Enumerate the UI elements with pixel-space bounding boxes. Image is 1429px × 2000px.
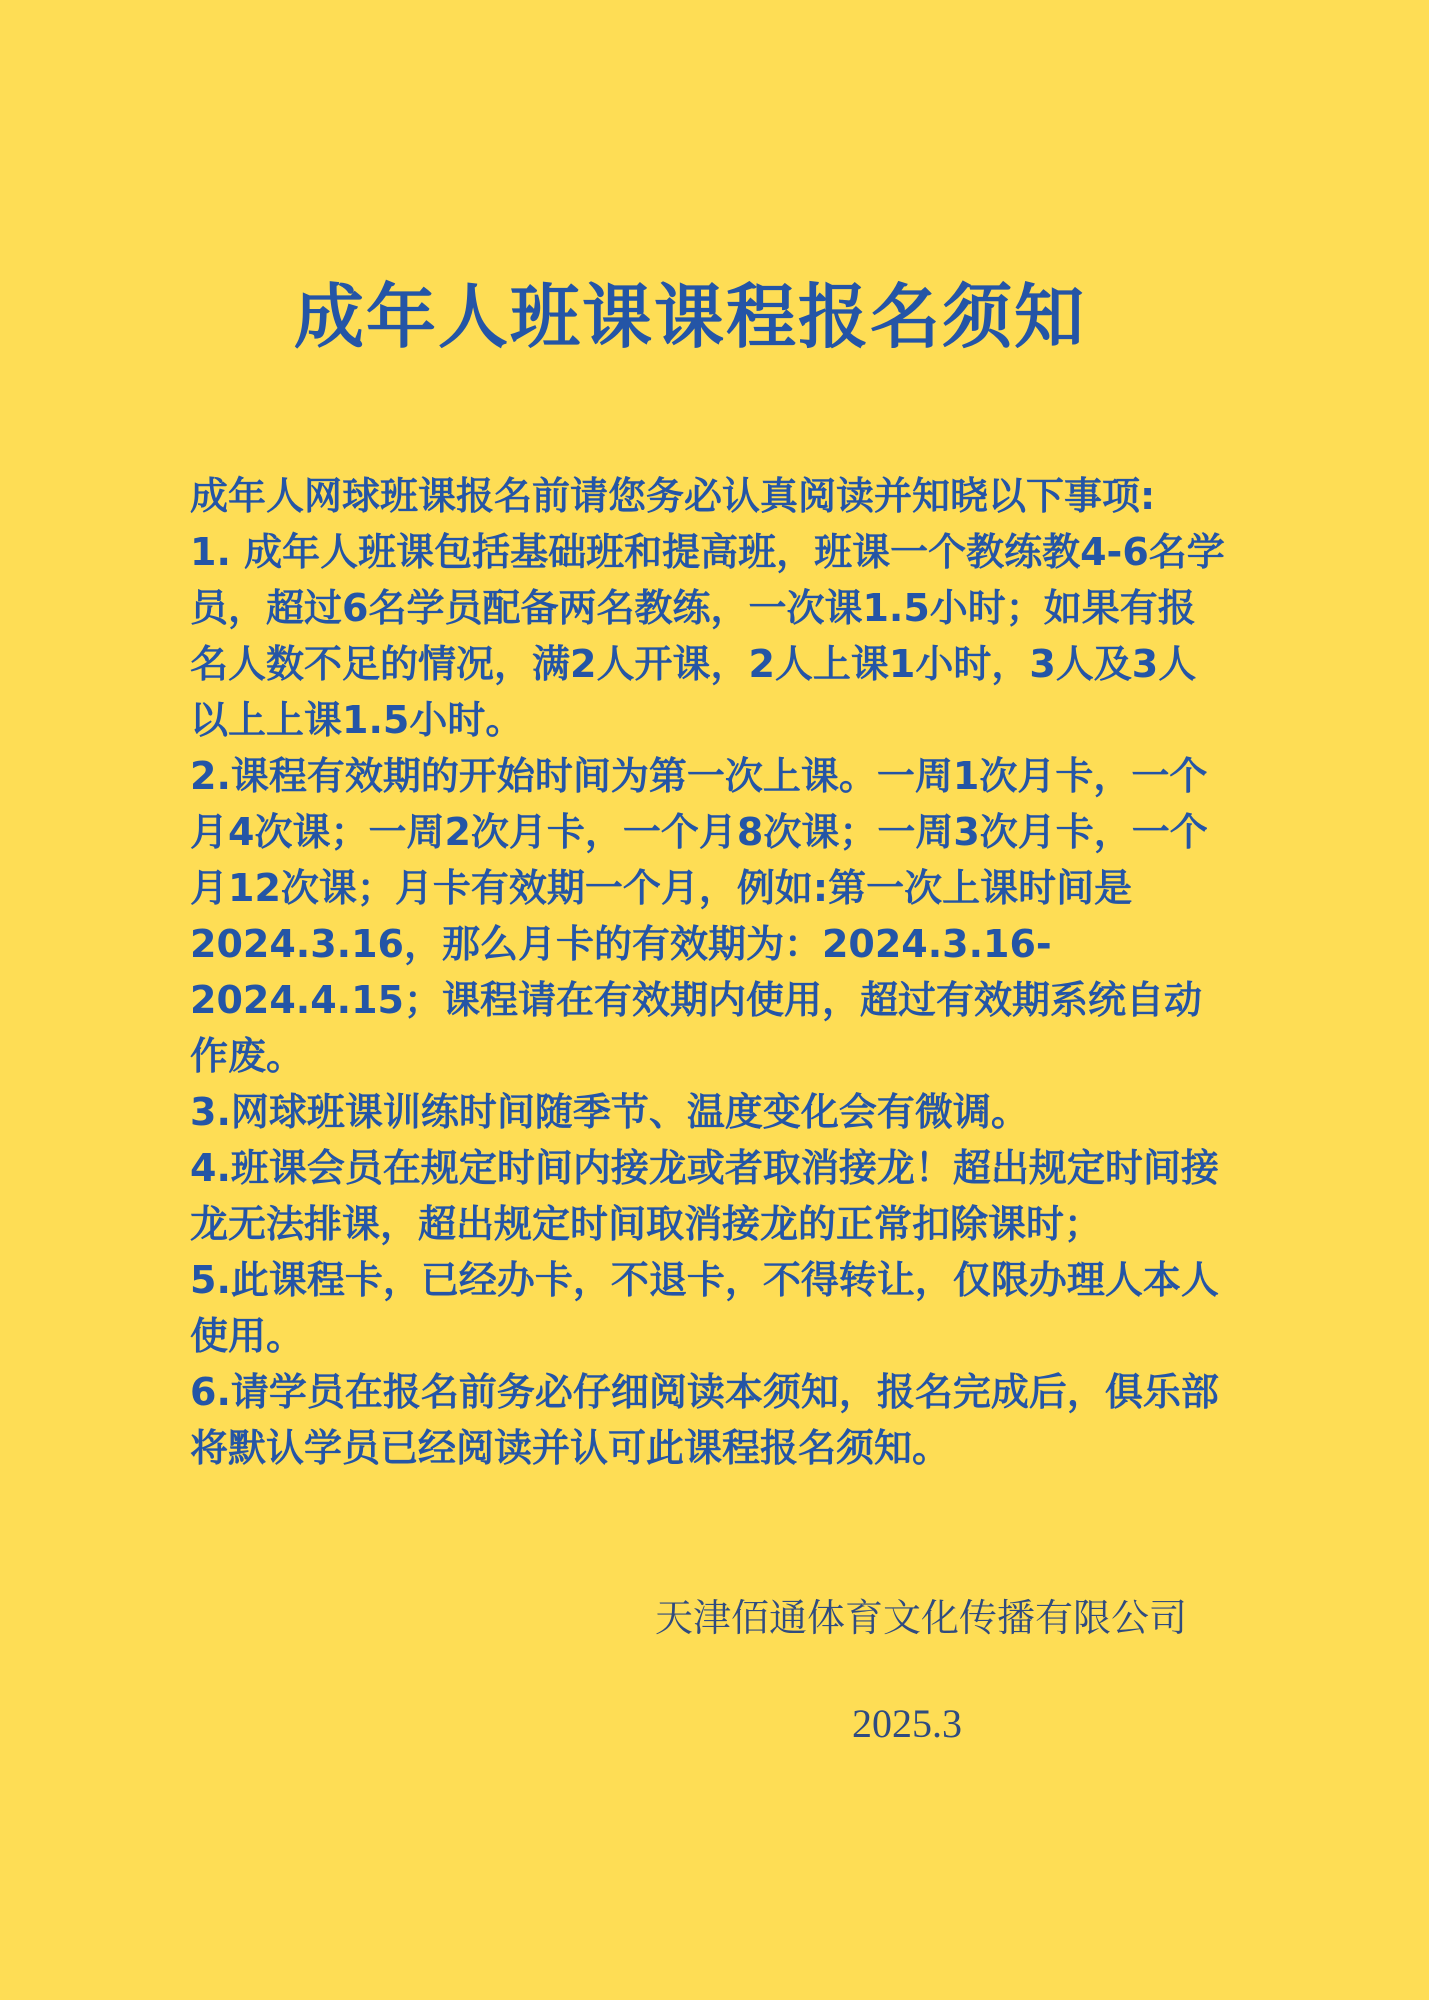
rule-item-1: 1. 成年人班课包括基础班和提高班，班课一个教练教4-6名学员，超过6名学员配备两名教练，一次课1.5小时；如果有报名人数不足的情况，满2人开课，2人上课1小时，3人及3人以上上课1.5小时。: [190, 530, 1225, 742]
rule-item-2: 2.课程有效期的开始时间为第一次上课。一周1次月卡，一个月4次课；一周2次月卡，一个月8次课；一周3次月卡，一个月12次课；月卡有效期一个月，例如:第一次上课时间是2024.3.16，那么月卡的有效期为：2024.3.16-2024.4.15；课程请在有效期内使用，超过有效期系统自动作废。: [190, 754, 1208, 1078]
rule-item-5: 5.此课程卡，已经办卡，不退卡，不得转让，仅限办理人本人使用。: [190, 1258, 1219, 1358]
rule-item-6: 6.请学员在报名前务必仔细阅读本须知，报名完成后，俱乐部将默认学员已经阅读并认可此课程报名须知。: [190, 1370, 1219, 1470]
intro-paragraph: 成年人网球班课报名前请您务必认真阅读并知晓以下事项:: [190, 474, 1156, 518]
notice-body: [190, 468, 1230, 1476]
issue-date: 2025.3: [852, 1701, 962, 1746]
page-title: 成年人班课课程报名须知: [294, 276, 1086, 358]
company-name: 天津佰通体育文化传播有限公司: [654, 1596, 1187, 1640]
rule-item-3: 3.网球班课训练时间随季节、温度变化会有微调。: [190, 1090, 1029, 1134]
rule-item-4: 4.班课会员在规定时间内接龙或者取消接龙！超出规定时间接龙无法排课，超出规定时间取消接龙的正常扣除课时；: [190, 1146, 1219, 1246]
